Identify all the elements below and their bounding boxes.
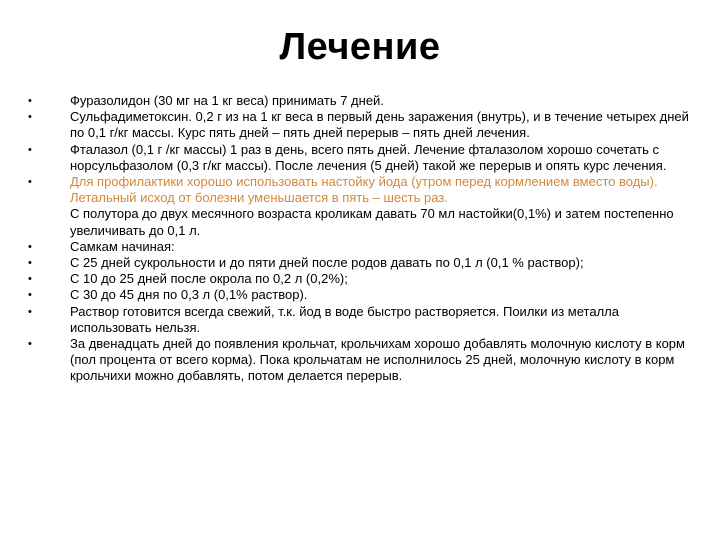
list-item-text-highlighted: Для профилактики хорошо использовать настойку йода (утром перед кормлением вместо воды). Летальный исход от болезни уменьшается в пять – шесть раз. xyxy=(70,174,658,206)
list-item-text: С 10 до 25 дней после окрола по 0,2 л (0,2%); xyxy=(70,271,348,287)
bullet-icon: • xyxy=(28,143,32,156)
bullet-icon: • xyxy=(28,257,32,270)
list-item-text: Фталазол (0,1 г /кг массы) 1 раз в день, всего пять дней. Лечение фталазолом хорошо сочетать с норсульфазолом (0,3 г/кг массы). После лечения (5 дней) такой же перерыв и опять курс лечения. xyxy=(70,141,667,173)
list-item xyxy=(28,93,690,109)
list-item-text: С 30 до 45 дня по 0,3 л (0,1% раствор). xyxy=(70,287,308,303)
list-item xyxy=(28,174,690,206)
list-item xyxy=(28,142,690,174)
list-item-text: Самкам начиная: xyxy=(70,238,175,254)
list-item-text: Фуразолидон (30 мг на 1 кг веса) принимать 7 дней. xyxy=(70,93,384,108)
list-item-text: С 25 дней сукрольности и до пяти дней после родов давать по 0,1 л (0,1 % раствор); xyxy=(70,255,584,271)
bullet-icon: • xyxy=(28,289,32,302)
treatment-list xyxy=(28,93,690,385)
list-item-text: За двенадцать дней до появления крольчат, крольчихам хорошо добавлять молочную кислоту в корм (пол процента от всего корма). Пока крольчатам не исполнилось 25 дней, молочную кислоту в корм крольчихи можно добавлять, потом делается перерыв. xyxy=(70,336,685,384)
list-item xyxy=(28,255,690,271)
bullet-icon: • xyxy=(28,240,32,253)
list-item-text: Раствор готовится всегда свежий, т.к. йод в воде быстро растворяется. Поилки из металла использовать нельзя. xyxy=(70,303,619,335)
list-item-text: С полутора до двух месячного возраста кроликам давать 70 мл настойки(0,1%) и затем постепенно увеличивать до 0,1 л. xyxy=(70,206,674,238)
list-item xyxy=(28,304,690,336)
bullet-icon: • xyxy=(28,273,32,286)
list-item xyxy=(28,287,690,303)
list-item xyxy=(28,109,690,141)
list-item xyxy=(28,271,690,287)
bullet-icon: • xyxy=(28,95,32,107)
slide-title: Лечение xyxy=(279,26,441,68)
list-item-text: Сульфадиметоксин. 0,2 г из на 1 кг веса в первый день заражения (внутрь), и в течение четырех дней по 0,1 г/кг массы. Курс пять дней – пять дней перерыв – пять дней лечения. xyxy=(70,109,689,141)
list-item xyxy=(28,336,690,385)
bullet-icon: • xyxy=(28,305,32,318)
bullet-icon: • xyxy=(28,176,32,189)
list-item xyxy=(28,206,690,238)
bullet-icon: • xyxy=(28,338,32,351)
list-item xyxy=(28,239,690,255)
bullet-icon: • xyxy=(28,111,32,124)
